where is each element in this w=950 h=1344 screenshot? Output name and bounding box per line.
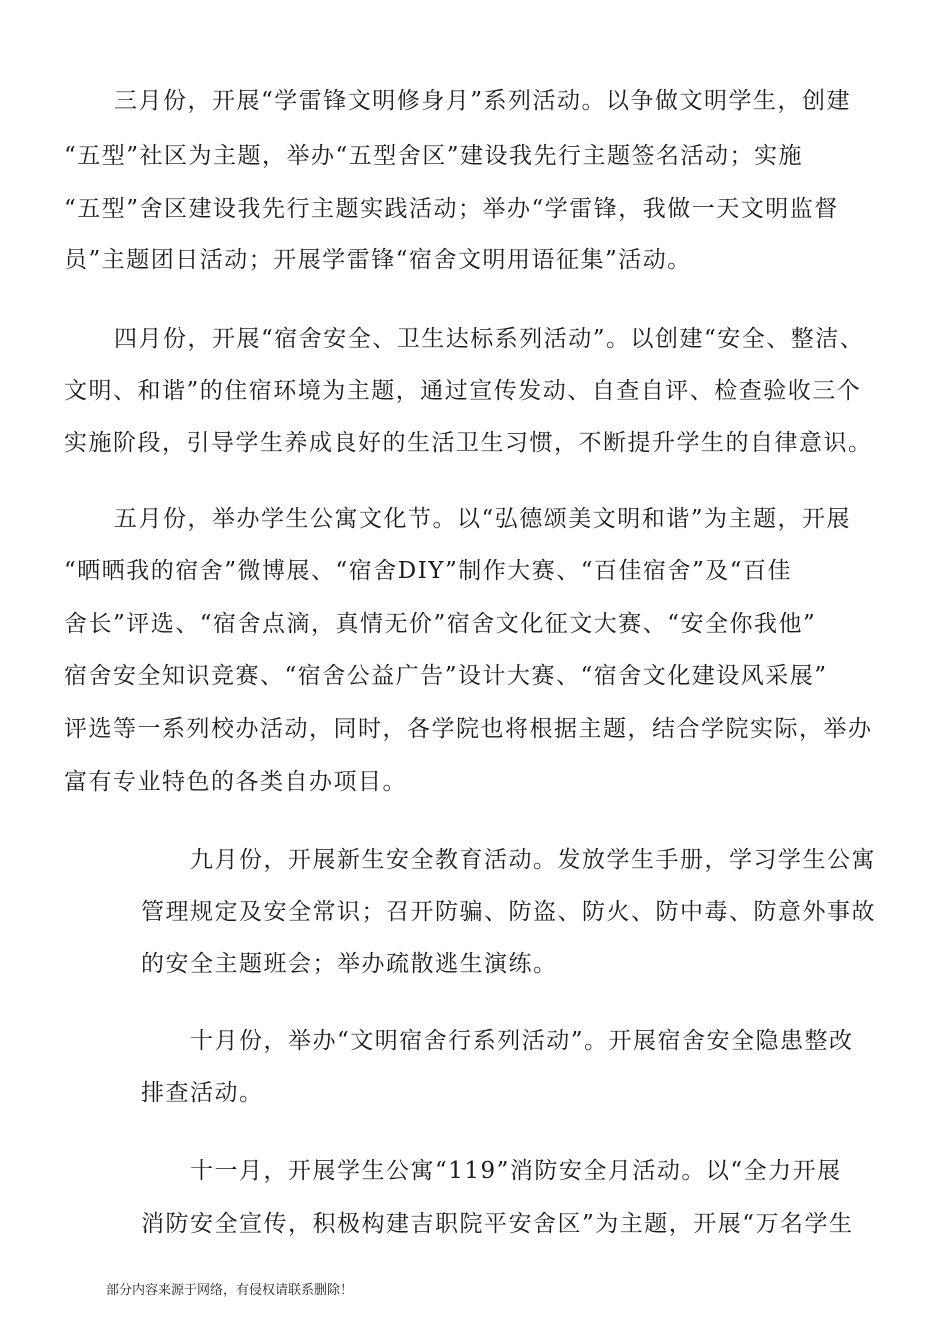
text-line: 排查活动。	[141, 1080, 264, 1106]
text-line: 实施阶段，引导学生养成良好的生活卫生习惯，不断提升学生的自律意识。	[64, 430, 873, 456]
text-line: “五型”舍区建设我先行主题实践活动；举办“学雷锋，我做一天文明监督	[64, 196, 839, 222]
text-line: 十月份，举办“文明宿舍行系列活动”。开展宿舍安全隐患整改	[190, 1028, 854, 1054]
text-line: 消防安全宣传，积极构建吉职院平安舍区”为主题，开展“万名学生	[141, 1211, 854, 1237]
text-line: 评选等一系列校办活动，同时，各学院也将根据主题，结合学院实际，举办	[64, 716, 873, 742]
text-line: 富有专业特色的各类自办项目。	[64, 769, 407, 795]
text-line: 五月份，举办学生公寓文化节。以“弘德颂美文明和谐”为主题，开展	[114, 506, 852, 532]
text-line: 宿舍安全知识竞赛、“宿舍公益广告”设计大赛、“宿舍文化建设风采展”	[64, 663, 828, 689]
text-line: 四月份，开展“宿舍安全、卫生达标系列活动”。以创建“安全、整洁、	[114, 326, 865, 352]
text-line: “五型”社区为主题，举办“五型舍区”建设我先行主题签名活动；实施	[64, 143, 804, 169]
text-line: 九月份，开展新生安全教育活动。发放学生手册，学习学生公寓	[190, 847, 876, 873]
text-line: 管理规定及安全常识；召开防骗、防盗、防火、防中毒、防意外事故	[141, 899, 876, 925]
text-line: 三月份，开展“学雷锋文明修身月”系列活动。以争做文明学生，创建	[114, 88, 852, 114]
text-line: 文明、和谐”的住宿环境为主题，通过宣传发动、自查自评、检查验收三个	[64, 378, 862, 404]
text-line: 的安全主题班会；举办疏散逃生演练。	[141, 951, 558, 977]
text-line: 舍长”评选、“宿舍点滴，真情无价”宿舍文化征文大赛、“安全你我他”	[64, 611, 817, 637]
text-line: “晒晒我的宿舍”微博展、“宿舍DIY”制作大赛、“百佳宿舍”及“百佳	[64, 558, 793, 584]
footer-disclaimer: 部分内容来源于网络，有侵权请联系删除！	[106, 1283, 354, 1298]
text-line: 十一月，开展学生公寓“119”消防安全月活动。以“全力开展	[190, 1158, 842, 1184]
text-line: 员”主题团日活动；开展学雷锋“宿舍文明用语征集”活动。	[64, 247, 692, 273]
